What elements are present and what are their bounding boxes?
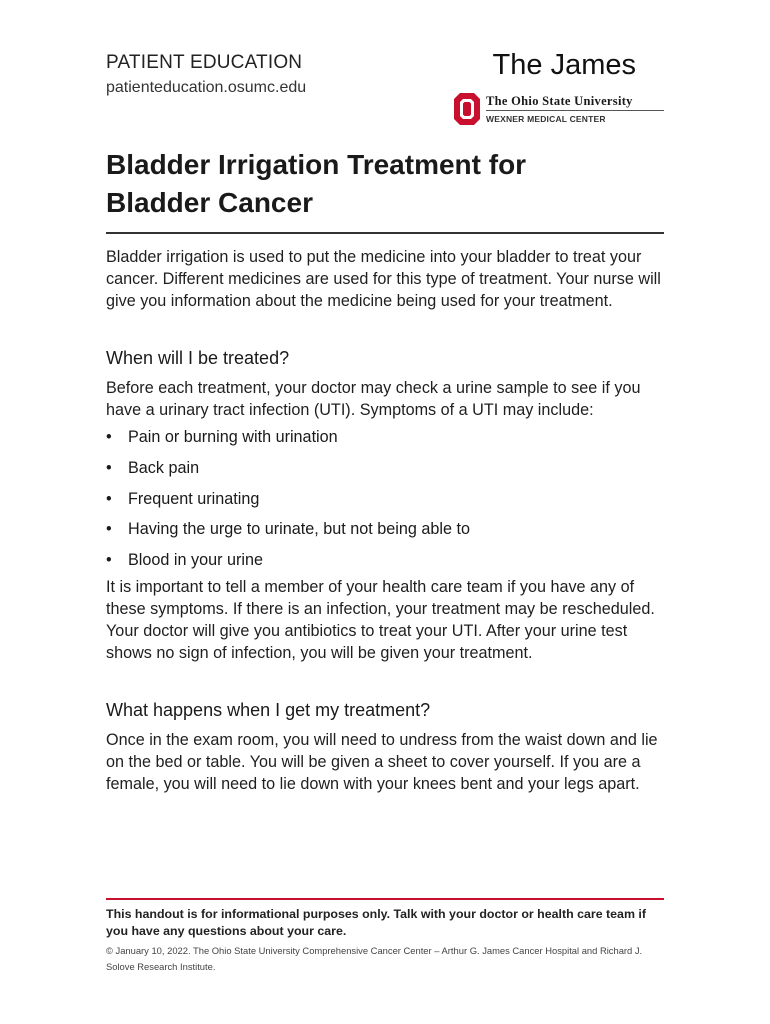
brand-block: [454, 48, 664, 124]
uti-check-paragraph: Before each treatment, your doctor may check a urine sample to see if you have a urinary tract infection (UTI). Symptoms of a UTI may include:: [106, 379, 641, 419]
document-body: [106, 246, 668, 795]
footer: [106, 906, 666, 975]
bullet-dot-icon: •: [106, 458, 112, 477]
uti-symptom-list: [106, 426, 668, 571]
osu-logo-lockup: [454, 93, 664, 127]
university-name: The Ohio State University: [486, 94, 633, 108]
title-divider: [106, 232, 664, 234]
block-o-logo-icon: [454, 93, 480, 125]
list-item: • Back pain: [106, 458, 200, 477]
heading-what-happens: What happens when I get my treatment?: [106, 699, 431, 720]
bullet-dot-icon: •: [106, 520, 112, 539]
infection-paragraph: It is important to tell a member of your health care team if you have any of these symptoms. If there is an infection, your treatment may be rescheduled. Your doctor will give you antibiotics to treat your UTI. After your urine test shows no sign of infection, you will be given your treatment.: [106, 577, 655, 662]
header-left: [106, 52, 306, 98]
section-label: PATIENT EDUCATION: [106, 52, 303, 73]
title-line-1: Bladder Irrigation Treatment for: [106, 149, 527, 180]
list-item: • Pain or burning with urination: [106, 428, 338, 446]
site-url: patienteducation.osumc.edu: [106, 79, 307, 96]
disclaimer: This handout is for informational purposes only. Talk with your doctor or health care team if you have any questions about your care.: [106, 907, 646, 938]
copyright-notice: © January 10, 2022. The Ohio State University Comprehensive Cancer Center – Arthur G. James Cancer Hospital and Richard J. Solove Research Institute.: [106, 945, 643, 972]
list-item: • Having the urge to urinate, but not being able to: [106, 520, 470, 539]
list-item: • Blood in your urine: [106, 551, 263, 570]
bullet-dot-icon: •: [106, 489, 112, 508]
footer-divider: [106, 898, 664, 900]
bullet-dot-icon: •: [106, 428, 112, 446]
medical-center-name: WEXNER MEDICAL CENTER: [486, 114, 606, 124]
bullet-dot-icon: •: [106, 551, 112, 570]
list-item: • Frequent urinating: [106, 489, 260, 508]
heading-when-treated: When will I be treated?: [106, 348, 290, 368]
exam-room-paragraph: Once in the exam room, you will need to undress from the waist down and lie on the bed or table. You will be given a sheet to cover yourself. If you are a female, you will need to lie down with your knees bent and your legs apart.: [106, 730, 658, 793]
logo-divider: [486, 110, 664, 111]
intro-paragraph: Bladder irrigation is used to put the medicine into your bladder to treat your cancer. Different medicines are used for this type of treatment. Your nurse will give you information about the medicine being used for your treatment.: [106, 248, 661, 310]
title-line-2: Bladder Cancer: [106, 187, 313, 218]
brand-name: The James: [492, 49, 636, 81]
document-title: [106, 146, 666, 222]
